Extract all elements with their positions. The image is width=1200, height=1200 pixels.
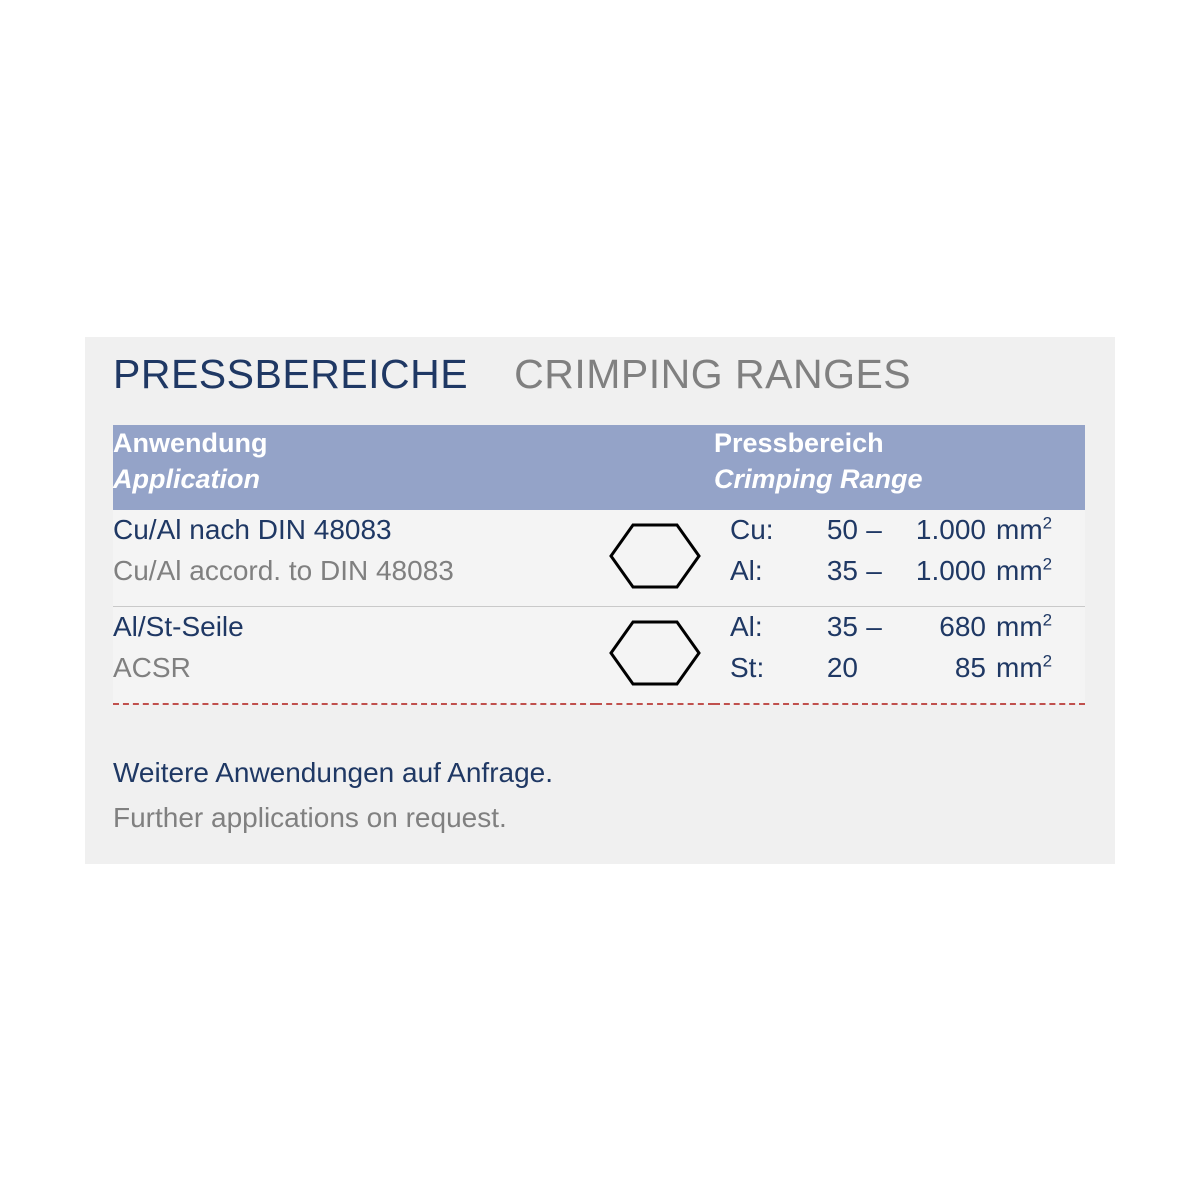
range-unit: mm [996, 514, 1043, 545]
header-application [113, 425, 596, 510]
range-to: 1.000 [915, 554, 986, 586]
range-unit: mm [996, 554, 1043, 586]
application-de-1: Cu/Al nach DIN 48083 [113, 514, 392, 545]
range-dash: – [866, 514, 882, 545]
crimping-ranges-panel [85, 337, 1115, 864]
range-line [730, 510, 1085, 551]
range-label: Al: [730, 611, 763, 642]
range-label: St: [730, 651, 765, 683]
application-en-2: ACSR [113, 651, 191, 683]
page-title-en: CRIMPING RANGES [514, 351, 912, 397]
range-dash: – [866, 554, 882, 586]
range-label: Al: [730, 554, 763, 586]
header-application-en: Application [113, 464, 260, 495]
header-range-en: Crimping Range [714, 464, 923, 495]
range-from: 35 [826, 611, 858, 642]
table-row [113, 510, 1085, 607]
page-title-de: PRESSBEREICHE [113, 351, 469, 397]
header-range-de: Pressbereich [714, 428, 884, 458]
range-to: 85 [954, 651, 986, 683]
range-to: 1.000 [915, 514, 986, 545]
range-from: 50 [826, 514, 858, 545]
cell-range-2 [714, 607, 1085, 705]
cell-range-1 [714, 510, 1085, 607]
range-line [730, 648, 1085, 689]
cell-application-1 [113, 510, 596, 607]
range-label: Cu: [730, 514, 774, 545]
table-row [113, 607, 1085, 705]
note-de: Weitere Anwendungen auf Anfrage. [113, 757, 554, 788]
range-exponent: 2 [1042, 554, 1053, 574]
range-to: 680 [939, 611, 986, 642]
cell-application-2 [113, 607, 596, 705]
range-dash: – [866, 611, 882, 642]
note-en: Further applications on request. [113, 802, 507, 833]
cell-icon-2 [596, 607, 714, 705]
range-line [730, 607, 1085, 648]
application-en-1: Cu/Al accord. to DIN 48083 [113, 554, 454, 586]
range-line [730, 551, 1085, 592]
range-unit: mm [996, 611, 1043, 642]
range-unit: mm [996, 651, 1043, 683]
panel-title [113, 351, 911, 398]
hexagon-icon [607, 618, 703, 688]
cell-icon-1 [596, 510, 714, 607]
range-exponent: 2 [1042, 610, 1053, 630]
range-from: 20 [826, 651, 858, 683]
header-application-de: Anwendung [113, 428, 268, 458]
header-range [714, 425, 1085, 510]
crimping-ranges-table [113, 425, 1085, 705]
table-header-row [113, 425, 1085, 510]
range-from: 35 [826, 554, 858, 586]
range-exponent: 2 [1042, 651, 1053, 671]
range-exponent: 2 [1042, 513, 1053, 533]
header-icon [596, 425, 714, 510]
hexagon-icon [607, 521, 703, 591]
application-de-2: Al/St-Seile [113, 611, 244, 642]
